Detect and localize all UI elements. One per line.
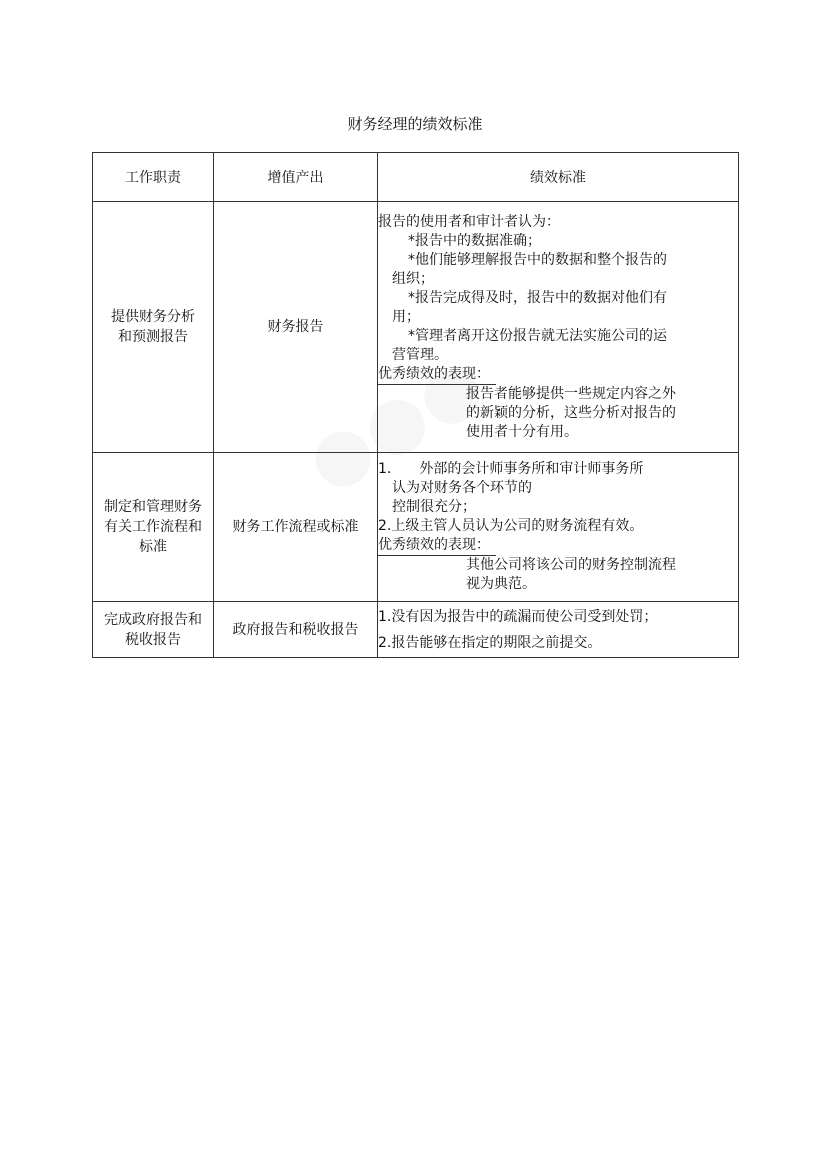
excellent-line: 报告者能够提供一些规定内容之外 xyxy=(466,385,676,402)
excellent-label: 优秀绩效的表现： xyxy=(378,365,496,385)
table-row xyxy=(93,602,739,658)
standard-line: 报告的使用者和审计者认为： xyxy=(378,213,560,230)
standard-line: *管理者离开这份报告就无法实施公司的运 xyxy=(408,327,667,344)
output-text: 政府报告和税收报告 xyxy=(232,621,359,638)
standard-line: *报告中的数据准确； xyxy=(408,232,541,249)
excellent-line: 的新颖的分析，这些分析对报告的 xyxy=(466,404,676,421)
table-row xyxy=(93,453,739,602)
output-cell xyxy=(214,602,378,658)
duty-cell xyxy=(93,453,214,602)
standard-line: *他们能够理解报告中的数据和整个报告的 xyxy=(408,251,667,268)
standard-line: 2.报告能够在指定的期限之前提交。 xyxy=(378,634,602,651)
performance-table xyxy=(92,152,739,658)
header-standard: 绩效标准 xyxy=(378,153,739,202)
excellent-line: 视为典范。 xyxy=(466,576,536,592)
document-title: 财务经理的绩效标准 xyxy=(347,115,483,133)
output-text: 财务工作流程或标准 xyxy=(232,519,359,535)
standard-line: *报告完成得及时，报告中的数据对他们有 xyxy=(408,289,667,306)
standard-line: 控制很充分； xyxy=(392,499,476,515)
table-header-row xyxy=(93,153,739,202)
excellent-label: 优秀绩效的表现： xyxy=(378,536,496,556)
output-cell xyxy=(214,453,378,602)
excellent-line: 使用者十分有用。 xyxy=(466,423,578,440)
header-output: 增值产出 xyxy=(214,153,378,202)
standard-line: 组织； xyxy=(392,270,434,287)
output-cell: 财务报告 xyxy=(214,202,378,453)
duty-cell xyxy=(93,202,214,453)
excellent-line: 其他公司将该公司的财务控制流程 xyxy=(466,557,676,573)
standard-line: 营管理。 xyxy=(392,346,448,363)
table-row xyxy=(93,202,739,453)
standard-line: 认为对财务各个环节的 xyxy=(392,480,532,496)
standard-line: 1.没有因为报告中的疏漏而使公司受到处罚； xyxy=(378,608,658,625)
header-duty: 工作职责 xyxy=(93,153,214,202)
duty-text: 制定和管理财务有关工作流程和标准 xyxy=(104,499,202,555)
standard-cell xyxy=(378,602,739,658)
standard-line: 1. 外部的会计师事务所和审计师事务所 xyxy=(378,461,644,477)
standard-cell xyxy=(378,453,739,602)
standard-line: 2.上级主管人员认为公司的财务流程有效。 xyxy=(378,518,644,534)
duty-cell xyxy=(93,602,214,658)
duty-text: 提供财务分析和预测报告 xyxy=(111,309,195,345)
duty-text: 完成政府报告和税收报告 xyxy=(104,611,202,648)
standard-line: 用； xyxy=(392,308,420,325)
standard-cell xyxy=(378,202,739,453)
